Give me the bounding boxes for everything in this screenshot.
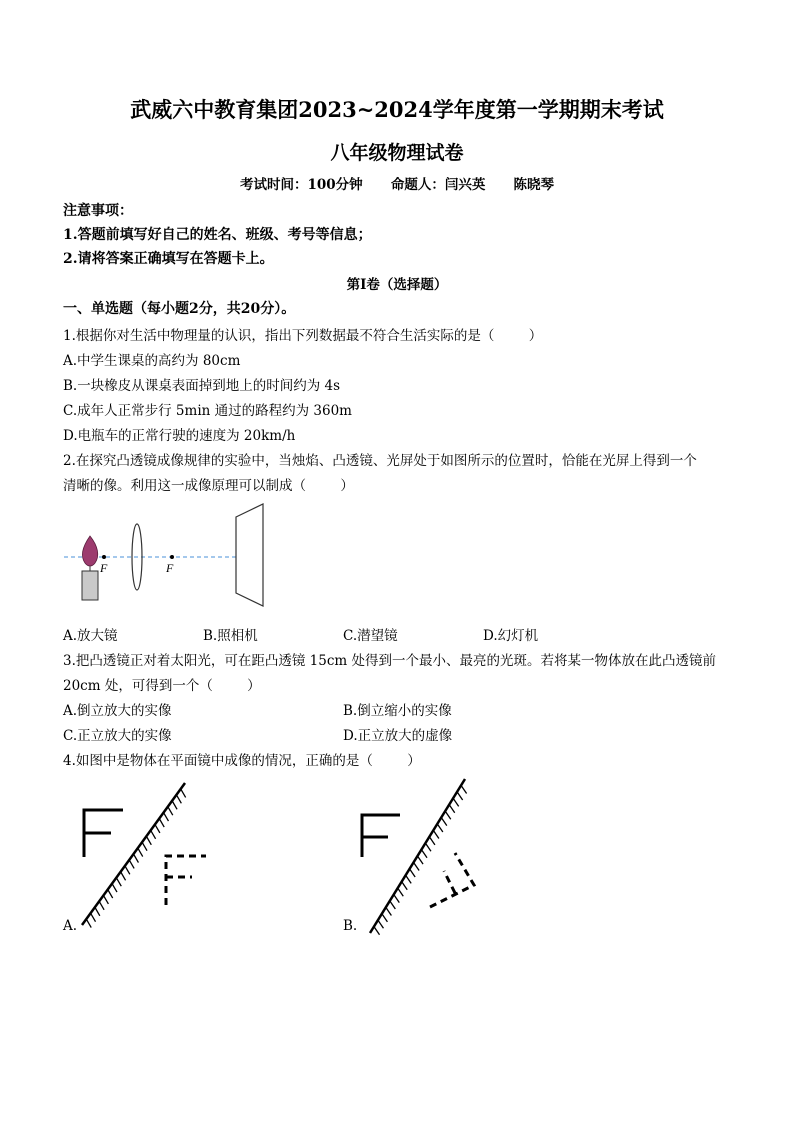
hatch-mark	[159, 819, 164, 828]
q2-stem-line2: 清晰的像。利用这一成像原理可以制成（ ）	[63, 478, 354, 494]
q1-option-a: A.中学生课桌的高约为 80cm	[63, 353, 241, 369]
hatch-mark	[146, 836, 151, 845]
hatch-mark	[374, 927, 380, 935]
exam-title: 武威六中教育集团2023~2024学年度第一学期期末考试	[130, 97, 664, 122]
hatch-mark	[410, 869, 416, 877]
hatch-mark	[425, 843, 431, 851]
notes-item-1: 1.答题前填写好自己的姓名、班级、考号等信息；	[63, 227, 372, 243]
hatch-mark	[398, 888, 404, 896]
hatch-mark	[125, 866, 130, 875]
hatch-mark	[406, 875, 412, 883]
lens-experiment-diagram	[60, 500, 280, 610]
q3-option-b: B.倒立缩小的实像	[343, 703, 452, 719]
hatch-mark	[155, 824, 160, 833]
q4-option-b: B.	[343, 918, 358, 934]
hatch-mark	[418, 856, 424, 864]
q3-option-d: D.正立放大的虚像	[343, 728, 453, 744]
object-letter-f	[84, 810, 123, 857]
image-letter-f	[166, 856, 206, 905]
part-heading: 一、单选题（每小题2分，共20分）。	[63, 301, 296, 317]
q1-option-b: B.一块橡皮从课桌表面掉到地上的时间约为 4s	[63, 378, 341, 394]
hatch-mark	[99, 901, 104, 910]
mirror-hatching	[374, 785, 467, 934]
hatch-mark	[437, 824, 443, 832]
candle-body	[82, 571, 98, 600]
hatch-mark	[386, 907, 392, 915]
hatch-mark	[433, 830, 439, 838]
hatch-mark	[121, 872, 126, 881]
hatch-mark	[402, 882, 408, 890]
hatch-mark	[168, 807, 173, 816]
q3-stem-line1: 3.把凸透镜正对着太阳光，可在距凸透镜 15cm 处得到一个最小、最亮的光斑。若将某一物体放在此凸透镜前	[63, 653, 717, 669]
candle-flame	[83, 536, 98, 566]
hatch-mark	[441, 818, 447, 826]
hatch-mark	[86, 919, 91, 928]
hatch-mark	[445, 811, 451, 819]
hatch-mark	[151, 830, 156, 839]
hatch-mark	[394, 895, 400, 903]
notes-heading: 注意事项：	[63, 203, 133, 219]
notes-item-2: 2.请将答案正确填写在答题卡上。	[63, 251, 274, 267]
q2-option-c: C.潜望镜	[343, 628, 398, 644]
focus-label-right: F	[166, 561, 174, 575]
hatch-mark	[134, 854, 139, 863]
hatch-mark	[95, 907, 100, 916]
hatch-mark	[138, 848, 143, 857]
q1-stem: 1.根据你对生活中物理量的认识，指出下列数据最不符合生活实际的是（ ）	[63, 328, 543, 344]
hatch-mark	[91, 913, 96, 922]
hatch-mark	[421, 850, 427, 858]
hatch-mark	[164, 813, 169, 822]
q2-option-d: D.幻灯机	[483, 628, 539, 644]
hatch-mark	[176, 795, 181, 804]
q2-option-b: B.照相机	[203, 628, 258, 644]
mirror-figure-a	[60, 775, 230, 935]
q1-option-c: C.成年人正常步行 5min 通过的路程约为 360m	[63, 403, 352, 419]
mirror-figure-b	[340, 775, 510, 935]
focus-point-right	[170, 555, 174, 559]
hatch-mark	[142, 842, 147, 851]
q3-stem-line2: 20cm 处，可得到一个（ ）	[63, 678, 261, 694]
hatch-mark	[103, 895, 108, 904]
hatch-mark	[172, 801, 177, 810]
hatch-mark	[429, 837, 435, 845]
q4-option-a: A.	[63, 918, 78, 934]
hatch-mark	[129, 860, 134, 869]
hatch-mark	[116, 878, 121, 887]
q2-option-a: A.放大镜	[63, 628, 118, 644]
q1-option-d: D.电瓶车的正常行驶的速度为 20km/h	[63, 428, 296, 444]
q3-option-c: C.正立放大的实像	[63, 728, 172, 744]
object-letter-f	[362, 815, 400, 857]
exam-meta: 考试时间：100分钟 命题人：闫兴英 陈晓琴	[239, 177, 555, 193]
exam-subtitle: 八年级物理试卷	[330, 142, 464, 164]
hatch-mark	[449, 805, 455, 813]
hatch-mark	[461, 785, 467, 793]
focus-point-left	[102, 555, 106, 559]
image-letter-f	[430, 853, 474, 907]
hatch-mark	[453, 798, 459, 806]
light-screen	[236, 504, 263, 606]
q2-stem-line1: 2.在探究凸透镜成像规律的实验中，当烛焰、凸透镜、光屏处于如图所示的位置时，恰能在光屏上得到一个	[63, 453, 697, 469]
hatch-mark	[414, 862, 420, 870]
hatch-mark	[390, 901, 396, 909]
q3-option-a: A.倒立放大的实像	[63, 703, 172, 719]
volume-heading: 第Ⅰ卷（选择题）	[346, 277, 448, 293]
hatch-mark	[457, 792, 463, 800]
hatch-mark	[108, 890, 113, 899]
q4-stem: 4.如图中是物体在平面镜中成像的情况，正确的是（ ）	[63, 753, 421, 769]
hatch-mark	[181, 789, 186, 798]
hatch-mark	[112, 884, 117, 893]
hatch-mark	[378, 920, 384, 928]
hatch-mark	[382, 914, 388, 922]
focus-label-left: F	[100, 561, 108, 575]
